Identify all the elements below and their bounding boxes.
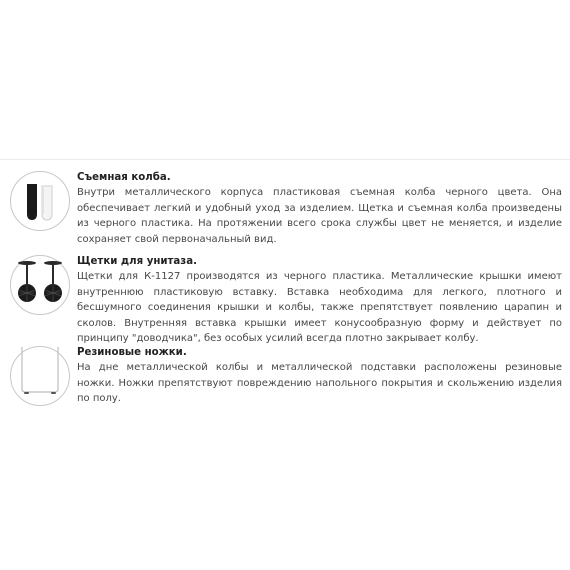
feature-description: Внутри металлического корпуса пластиковая съемная колба черного цвета. Она обеспечивает легкий и удобный уход за изделием. Щетка и съемная колба произведены из черного пластика. На протяжении всего срока службы цвет не меняется, и изделие сохраняет свой первоначальный вид.	[77, 187, 562, 245]
removable-flask-icon	[9, 170, 71, 232]
toilet-brush-icon	[9, 254, 71, 316]
feature-title: Съемная колба.	[77, 172, 171, 183]
feature-title: Щетки для унитаза.	[77, 256, 197, 267]
feature-text	[77, 254, 562, 347]
feature-text	[77, 345, 562, 407]
feature-title: Резиновые ножки.	[77, 347, 187, 358]
rubber-feet-icon	[9, 345, 71, 407]
feature-text	[77, 170, 562, 247]
section-divider	[0, 159, 570, 160]
feature-description: На дне металлической колбы и металлической подставки расположены резиновые ножки. Ножки препятствуют повреждению напольного покрытия и скольжению изделия по полу.	[77, 362, 562, 404]
feature-description: Щетки для К-1127 производятся из черного пластика. Металлические крышки имеют внутреннюю пластиковую вставку. Вставка необходима для легкого, плотного и бесшумного соединения крышки и колбы, также препятствует появлению царапин и сколов. Внутренняя вставка крышки имеет конусообразную форму и действует по принципу "доводчика", без особых усилий всегда плотно закрывает колбу.	[77, 271, 562, 344]
